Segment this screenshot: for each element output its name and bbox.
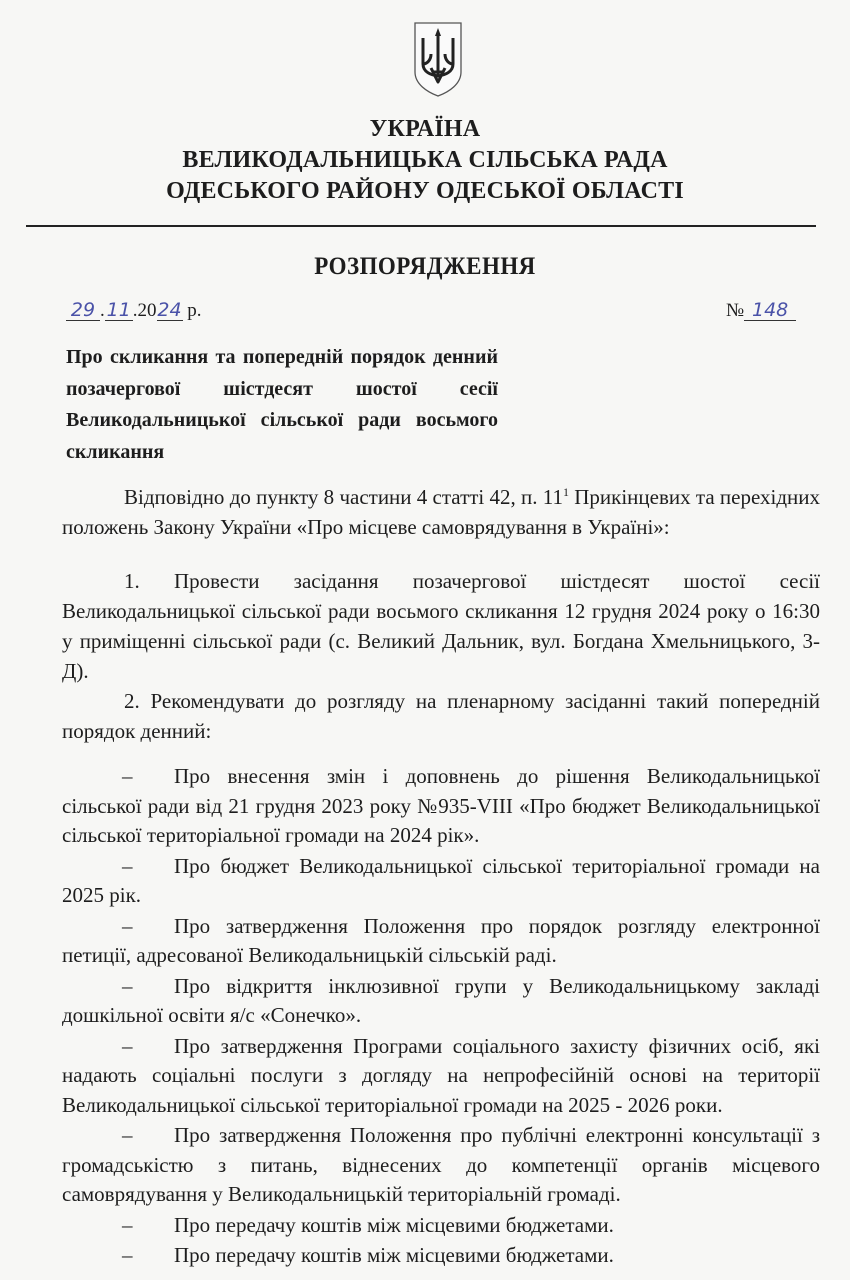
trident-coat-of-arms-icon	[411, 20, 465, 98]
header-council: ВЕЛИКОДАЛЬНИЦЬКА СІЛЬСЬКА РАДА	[182, 147, 668, 173]
agenda-item	[62, 852, 820, 911]
bullet-dash: –	[122, 1033, 133, 1058]
date-separator: .	[132, 300, 138, 321]
header-country: УКРАЇНА	[369, 116, 481, 142]
point-1-text: 1. Провести засідання позачергової шістдесят шостої сесії Великодальницької сільської ради восьмого скликання 12 грудня 2024 року о 16:30 у приміщенні сільської ради (с. Великий Дальник, вул. Богдана Хмельницького, 3-Д).	[62, 569, 820, 683]
agenda-item	[62, 972, 820, 1031]
agenda-item	[62, 1211, 820, 1241]
bullet-dash: –	[122, 913, 133, 938]
bullet-dash: –	[122, 1243, 133, 1267]
bullet-dash: –	[122, 853, 133, 878]
date-month: 11	[106, 299, 131, 321]
number-sign: №	[726, 300, 745, 321]
agenda-item	[62, 912, 820, 971]
header-divider	[26, 225, 816, 227]
document-number	[726, 300, 796, 322]
agenda-list	[62, 762, 820, 1272]
point-1-paragraph	[62, 566, 820, 686]
date-year-suffix: 24	[157, 299, 182, 321]
intro-text: Відповідно до пункту 8 частини 4 статті 42, п. 11	[124, 485, 563, 509]
agenda-item-text: Про затвердження Положення про порядок розгляду електронної петиції, адресованої Великодальницькій сільській раді.	[62, 913, 820, 967]
point-2-paragraph	[62, 686, 820, 746]
bullet-dash: –	[122, 1212, 133, 1237]
date-suffix: р.	[187, 300, 202, 321]
document-subject: Про скликання та попередній порядок денний позачергової шістдесят шостої сесії Великодальницької сільської ради восьмого скликання	[66, 346, 498, 463]
header-district: ОДЕСЬКОГО РАЙОНУ ОДЕСЬКОЇ ОБЛАСТІ	[166, 178, 684, 204]
date-separator: .	[100, 300, 105, 321]
agenda-item-text: Про внесення змін і доповнень до рішення Великодальницької сільської ради від 21 грудня 2023 року №935-VIII «Про бюджет Великодальницької сільської територіальної громади на 2024 рік».	[62, 764, 820, 847]
point-2-text: 2. Рекомендувати до розгляду на пленарному засіданні такий попередній порядок денний:	[62, 689, 820, 743]
number-value: 148	[744, 301, 796, 321]
agenda-item-text: Про передачу коштів між місцевими бюджетами.	[174, 1212, 614, 1237]
agenda-item-text: Про відкриття інклюзивної групи у Великодальницькому закладі дошкільної освіти я/с «Сонечко».	[62, 973, 820, 1027]
date-year-prefix: 20	[137, 300, 157, 321]
document-type-title: РОЗПОРЯДЖЕННЯ	[314, 253, 536, 280]
agenda-item	[62, 1241, 820, 1271]
intro-text-cont: Прикінцевих та перехідних положень Закону України «Про місцеве самоврядування в Україні»:	[62, 485, 820, 539]
document-date	[66, 300, 202, 322]
bullet-dash: –	[122, 973, 133, 998]
bullet-dash: –	[122, 764, 133, 788]
agenda-item	[62, 1121, 820, 1210]
agenda-item-text: Про передачу коштів між місцевими бюджетами.	[174, 1243, 614, 1267]
bullet-dash: –	[122, 1123, 133, 1147]
date-day: 29	[66, 301, 100, 321]
intro-superscript: 1	[562, 485, 569, 499]
agenda-item	[62, 762, 820, 851]
agenda-item	[62, 1032, 820, 1121]
intro-paragraph	[62, 477, 820, 542]
agenda-item-text: Про затвердження Програми соціального захисту фізичних осіб, які надають соціальні послуги з догляду на непрофесійній основі на території Великодальницької сільської територіальної громади на 2025 - 2026 роки.	[62, 1033, 820, 1117]
agenda-item-text: Про бюджет Великодальницької сільської територіальної громади на 2025 рік.	[62, 853, 820, 907]
agenda-item-text: Про затвердження Положення про публічні електронні консультації з громадськістю з питань, віднесених до компетенції органів місцевого самоврядування у Великодальницькій територіальній громаді.	[62, 1123, 820, 1206]
